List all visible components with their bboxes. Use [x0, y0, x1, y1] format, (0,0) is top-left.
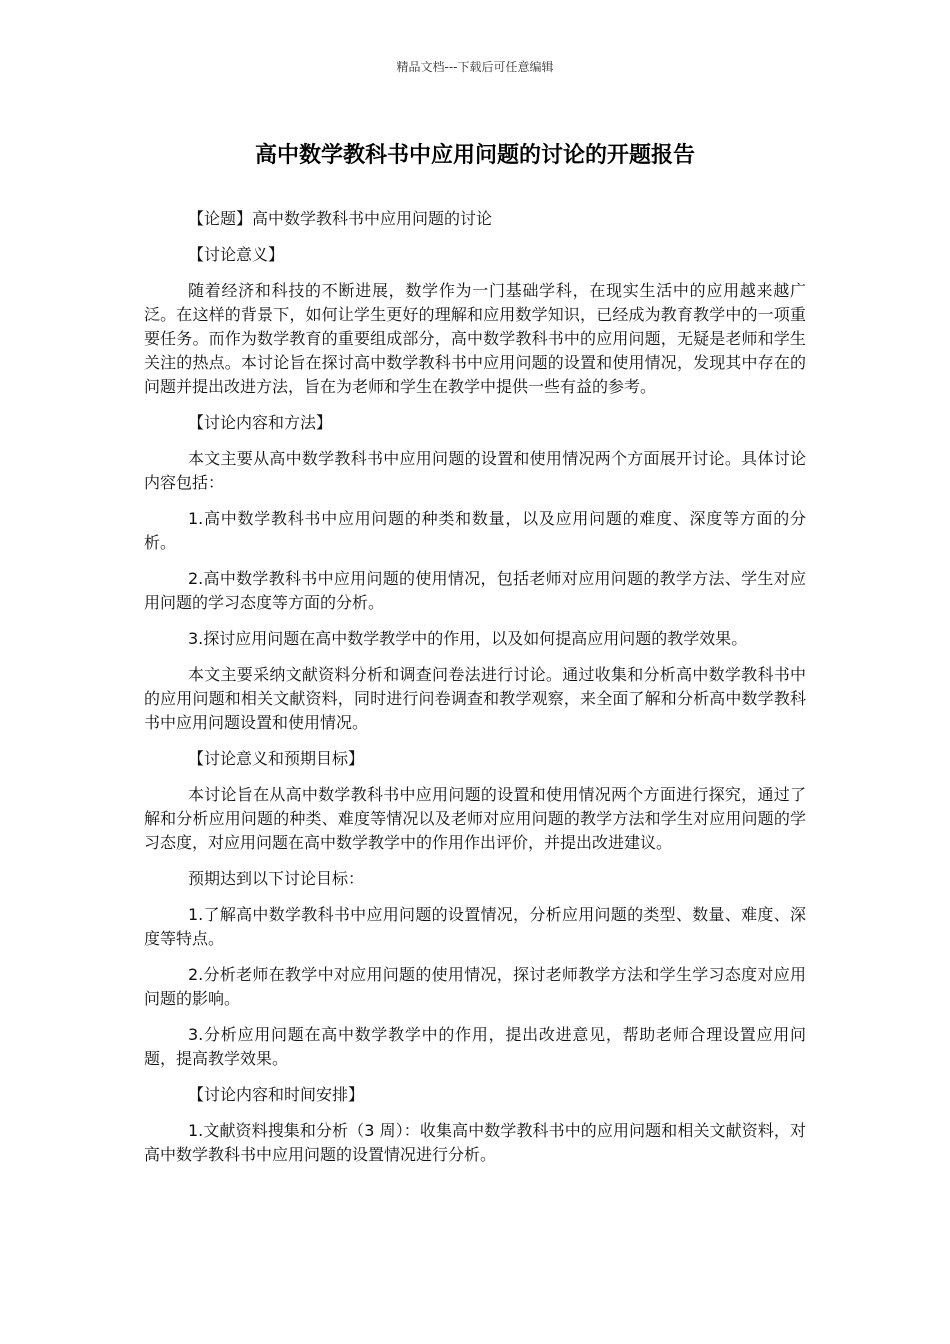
method-paragraph: 本文主要采纳文献资料分析和调查问卷法进行讨论。通过收集和分析高中数学教科书中的应用问题和相关文献资料，同时进行问卷调查和教学观察，来全面了解和分析高中数学教科书中应用问题设置和使用情况。 — [144, 665, 806, 732]
document-body — [144, 207, 806, 1179]
content-intro-paragraph: 本文主要从高中数学教科书中应用问题的设置和使用情况两个方面展开讨论。具体讨论内容包括： — [144, 449, 806, 492]
goals-intro-line: 预期达到以下讨论目标： — [188, 869, 365, 888]
goal-item-3: 3.分析应用问题在高中数学教学中的作用，提出改进意见，帮助老师合理设置应用问题，提高教学效果。 — [144, 1025, 806, 1068]
content-item-3: 3.探讨应用问题在高中数学教学中的作用，以及如何提高应用问题的教学效果。 — [188, 629, 748, 648]
content-item-1: 1.高中数学教科书中应用问题的种类和数量，以及应用问题的难度、深度等方面的分析。 — [144, 509, 806, 552]
goals-paragraph: 本讨论旨在从高中数学教科书中应用问题的设置和使用情况两个方面进行探究，通过了解和分析应用问题的种类、难度等情况以及老师对应用问题的教学方法和学生对应用问题的学习态度，对应用问题在高中数学教学中的作用作出评价，并提出改进建议。 — [144, 785, 806, 852]
schedule-item-1: 1.文献资料搜集和分析（3 周）：收集高中数学教科书中的应用问题和相关文献资料，对高中数学教科书中应用问题的设置情况进行分析。 — [144, 1121, 806, 1164]
goal-item-2: 2.分析老师在教学中对应用问题的使用情况，探讨老师教学方法和学生学习态度对应用问题的影响。 — [144, 965, 806, 1008]
document-title: 高中数学教科书中应用问题的讨论的开题报告 — [254, 143, 695, 168]
header-note: 精品文档---下载后可任意编辑 — [396, 60, 554, 74]
goal-item-1: 1.了解高中数学教科书中应用问题的设置情况，分析应用问题的类型、数量、难度、深度等特点。 — [144, 905, 806, 948]
content-item-2: 2.高中数学教科书中应用问题的使用情况，包括老师对应用问题的教学方法、学生对应用问题的学习态度等方面的分析。 — [144, 569, 806, 612]
section-heading-significance: 【讨论意义】 — [188, 245, 285, 264]
section-heading-content-method: 【讨论内容和方法】 — [188, 413, 333, 432]
significance-paragraph: 随着经济和科技的不断进展，数学作为一门基础学科，在现实生活中的应用越来越广泛。在这样的背景下，如何让学生更好的理解和应用数学知识，已经成为教育教学中的一项重要任务。而作为数学教育的重要组成部分，高中数学教科书中的应用问题，无疑是老师和学生关注的热点。本讨论旨在探讨高中数学教科书中应用问题的设置和使用情况，发现其中存在的问题并提出改进方法，旨在为老师和学生在教学中提供一些有益的参考。 — [144, 281, 806, 396]
topic-line: 【论题】高中数学教科书中应用问题的讨论 — [188, 209, 493, 228]
section-heading-schedule: 【讨论内容和时间安排】 — [188, 1085, 365, 1104]
section-heading-goals: 【讨论意义和预期目标】 — [188, 749, 365, 768]
